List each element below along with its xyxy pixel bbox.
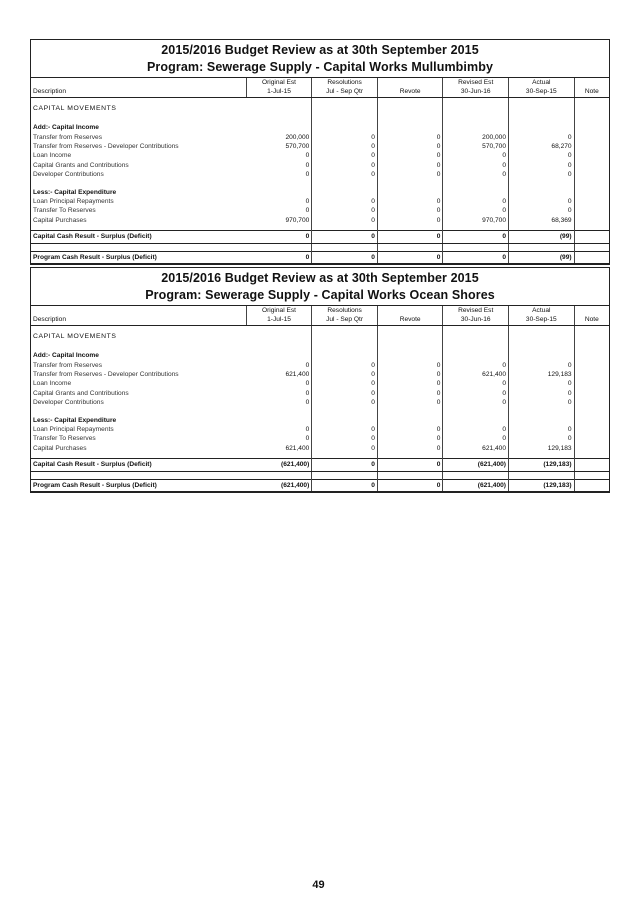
table-row: Capital Grants and Contributions 0 0 0 0 0 [31,389,609,398]
header-original-est: Original Est 1-Jul-15 [246,306,312,325]
header-description: Description [31,78,246,97]
page-number: 49 [312,879,325,891]
table-row: Developer Contributions 0 0 0 0 0 [31,398,609,407]
section-title-block [31,40,609,78]
add-capital-income-heading: Add:- Capital Income [33,352,99,360]
section-title: 2015/2016 Budget Review as at 30th September 2015 [161,271,479,285]
table-row: Loan Income 0 0 0 0 0 [31,151,609,160]
table-row: Developer Contributions 0 0 0 0 0 [31,170,609,179]
table-row: Loan Income 0 0 0 0 0 [31,379,609,388]
budget-section-ocean-shores [30,267,610,493]
budget-table [31,306,609,492]
table-row: Transfer To Reserves 0 0 0 0 0 [31,206,609,215]
budget-section-mullumbimby [30,39,610,265]
add-capital-income-heading: Add:- Capital Income [33,124,99,132]
header-actual: Actual 30-Sep-15 [509,306,575,325]
header-note: Note [574,78,609,97]
table-header-row [31,306,609,325]
program-cash-result-row: Program Cash Result - Surplus (Deficit) (621,400) 0 0 (621,400) (129,183) [31,479,609,491]
program-cash-result-row: Program Cash Result - Surplus (Deficit) 0 0 0 0 (99) [31,251,609,263]
section-title-block [31,268,609,306]
table-row: Loan Principal Repayments 0 0 0 0 0 [31,197,609,206]
table-row: Transfer To Reserves 0 0 0 0 0 [31,434,609,443]
less-capital-expenditure-heading: Less:- Capital Expenditure [33,188,117,196]
table-row: Transfer from Reserves - Developer Contributions 570,700 0 0 570,700 68,270 [31,142,609,151]
table-row: Loan Principal Repayments 0 0 0 0 0 [31,425,609,434]
table-header-row [31,78,609,97]
header-actual: Actual 30-Sep-15 [509,78,575,97]
header-resolutions: Resolutions Jul - Sep Qtr [312,78,378,97]
caption-capital-movements: CAPITAL MOVEMENTS [33,332,117,340]
section-subtitle: Program: Sewerage Supply - Capital Works Mullumbimby [146,60,493,74]
table-row: Capital Grants and Contributions 0 0 0 0 0 [31,161,609,170]
table-row: Capital Purchases 970,700 0 0 970,700 68,369 [31,216,609,225]
header-resolutions: Resolutions Jul - Sep Qtr [312,306,378,325]
header-revised-est: Revised Est 30-Jun-16 [443,78,509,97]
caption-capital-movements: CAPITAL MOVEMENTS [33,104,117,112]
header-revised-est: Revised Est 30-Jun-16 [443,306,509,325]
capital-cash-result-row: Capital Cash Result - Surplus (Deficit) (621,400) 0 0 (621,400) (129,183) [31,459,609,471]
header-original-est: Original Est 1-Jul-15 [246,78,312,97]
header-note: Note [574,306,609,325]
table-row: Capital Purchases 621,400 0 0 621,400 129,183 [31,444,609,453]
table-row: Transfer from Reserves - Developer Contributions 621,400 0 0 621,400 129,183 [31,370,609,379]
capital-cash-result-row: Capital Cash Result - Surplus (Deficit) 0 0 0 0 (99) [31,231,609,243]
table-row: Transfer from Reserves 0 0 0 0 0 [31,361,609,370]
section-subtitle: Program: Sewerage Supply - Capital Works Ocean Shores [145,288,495,302]
less-capital-expenditure-heading: Less:- Capital Expenditure [33,416,117,424]
header-revote: Revote [377,78,443,97]
section-title: 2015/2016 Budget Review as at 30th September 2015 [161,43,479,57]
budget-table [31,78,609,264]
table-row: Transfer from Reserves 200,000 0 0 200,000 0 [31,133,609,142]
header-revote: Revote [377,306,443,325]
header-description: Description [31,306,246,325]
